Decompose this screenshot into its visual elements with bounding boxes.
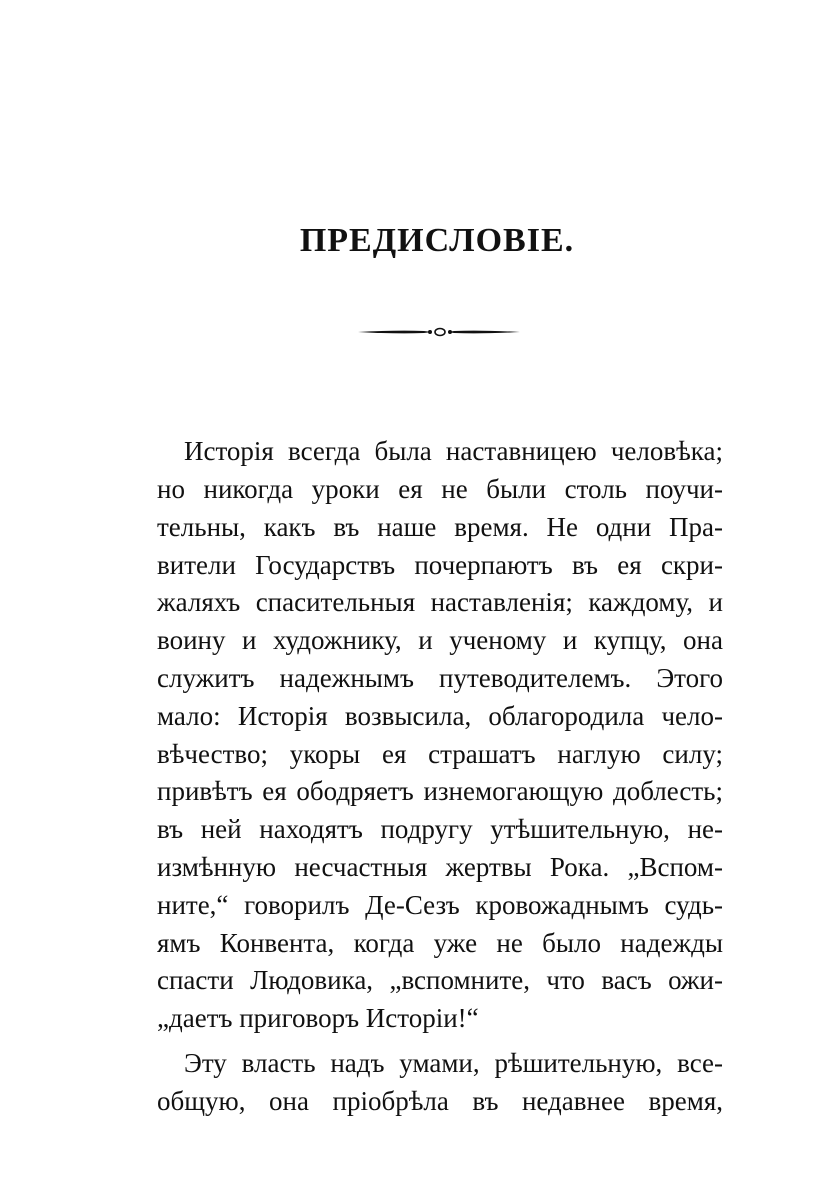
ornamental-divider-icon	[356, 322, 522, 342]
paragraph-line: Эту власть надъ умами, рѣшительную, все-	[184, 1048, 723, 1078]
paragraph-line: спасти Людовика, „вспомните, что васъ ожи-	[157, 965, 723, 995]
paragraph-line: измѣнную несчастныя жертвы Рока. „Вспом-	[157, 852, 723, 882]
paragraph-line: вители Государствъ почерпаютъ въ ея скри-	[157, 550, 723, 580]
paragraph-line: воину и художнику, и ученому и купцу, она	[157, 625, 723, 655]
paragraph-line: ямъ Конвента, когда уже не было надежды	[157, 928, 723, 958]
paragraph-line: привѣтъ ея ободряетъ изнемогающую доблесть;	[157, 776, 723, 806]
paragraph-line: тельны, какъ въ наше время. Не одни Пра-	[157, 512, 723, 542]
paragraph-line: общую, она пріобрѣла въ недавнее время,	[157, 1086, 723, 1116]
paragraph-line: Исторія всегда была наставницею человѣка;	[184, 436, 723, 466]
paragraph-line: ните,“ говорилъ Де-Сезъ кровожаднымъ судь-	[157, 890, 723, 920]
paragraph-line: служитъ надежнымъ путеводителемъ. Этого	[157, 663, 723, 693]
paragraph-line: „даетъ приговоръ Исторіи!“	[157, 1003, 479, 1033]
paragraph-line: въ ней находятъ подругу утѣшительную, не-	[157, 814, 723, 844]
paragraph-line: вѣчество; укоры ея страшатъ наглую силу;	[157, 739, 723, 769]
paragraph-line: мало: Исторія возвысила, облагородила чело-	[157, 701, 723, 731]
paragraph-line: жаляхъ спасительныя наставленія; каждому, и	[157, 587, 723, 617]
paragraph-line: но никогда уроки ея не были столь поучи-	[157, 474, 723, 504]
page-heading: ПРЕДИСЛОВІЕ.	[299, 222, 575, 259]
